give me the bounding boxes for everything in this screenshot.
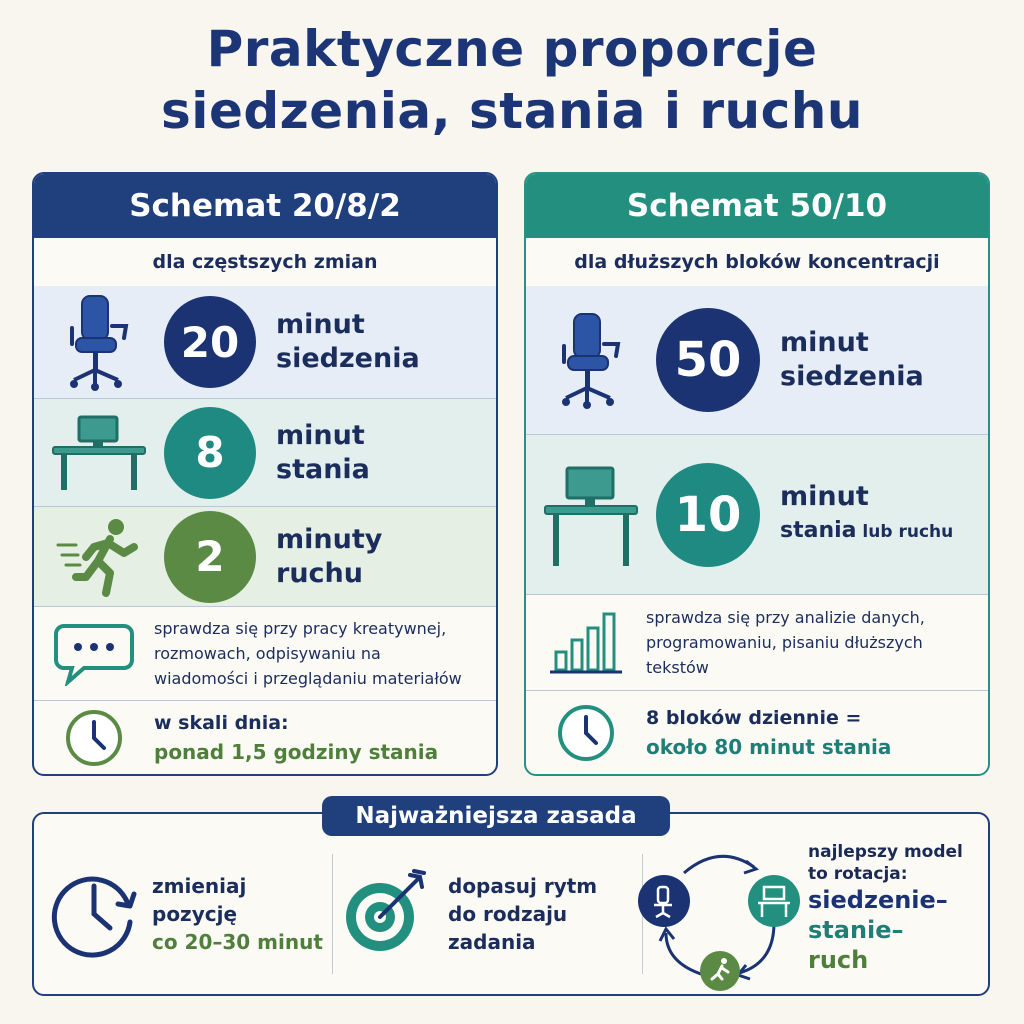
standing-desk-icon <box>34 413 164 493</box>
rotation-line2: to rotacja: <box>808 864 908 884</box>
key-rule-box <box>32 812 990 996</box>
office-chair-icon <box>34 292 164 392</box>
rotation-tip <box>634 820 984 996</box>
title-line-2: siedzenia, stania i ruchu <box>161 82 863 140</box>
sitting-label: minut siedzenia <box>276 309 420 374</box>
change-position-line2: co 20–30 minut <box>152 930 323 954</box>
daily-summary-label-50: 8 bloków dziennie = <box>646 706 862 729</box>
speech-bubble-icon <box>34 622 154 686</box>
bar-chart-icon <box>526 610 646 676</box>
daily-summary-label: w skali dnia: <box>154 711 289 734</box>
movement-minutes-number: 2 <box>164 511 256 603</box>
sitting-row <box>34 286 496 398</box>
scheme-20-8-2-header: Schemat 20/8/2 <box>34 174 496 238</box>
standing-desk-icon <box>526 460 656 570</box>
movement-row <box>34 506 496 606</box>
key-rule-tag: Najważniejsza zasada <box>322 796 670 836</box>
target-icon <box>340 867 430 961</box>
divider <box>332 854 333 974</box>
title-line-1: Praktyczne proporcje <box>206 20 818 78</box>
scheme-50-10-header: Schemat 50/10 <box>526 174 988 238</box>
standing-label: minut stania <box>276 419 370 485</box>
match-rhythm-line1: dopasuj rytm <box>448 874 598 898</box>
movement-label: minuty ruchu <box>276 523 383 589</box>
page-title <box>0 18 1024 142</box>
match-rhythm-tip <box>340 844 630 984</box>
office-chair-icon <box>526 310 656 410</box>
match-rhythm-line2: do rodzaju <box>448 902 568 926</box>
standing-row <box>34 398 496 506</box>
standing-minutes-number: 8 <box>164 407 256 499</box>
sitting-row-50 <box>526 286 988 434</box>
rotation-line1: najlepszy model <box>808 842 963 862</box>
running-person-icon <box>34 517 164 597</box>
clock-arrow-icon <box>48 864 144 964</box>
use-case-note <box>34 606 496 700</box>
daily-summary <box>34 700 496 774</box>
change-position-line1: zmieniaj pozycję <box>152 874 247 926</box>
use-case-text-50: sprawdza się przy analizie danych, programowaniu, pisaniu dłuższych tekstów <box>646 608 925 677</box>
scheme-50-10-subtitle: dla dłuższych bloków koncentracji <box>574 251 940 273</box>
clock-icon <box>526 703 646 763</box>
daily-summary-50 <box>526 690 988 774</box>
rotation-word-movement: ruch <box>808 946 869 974</box>
sitting-minutes-number-50: 50 <box>656 308 760 412</box>
use-case-text: sprawdza się przy pracy kreatywnej, rozmowach, odpisywaniu na wiadomości i przeglądaniu materiałów <box>154 619 462 688</box>
standing-label-10: minut stania lub ruchu <box>780 481 954 543</box>
sitting-label-50: minut siedzenia <box>780 327 924 392</box>
scheme-20-8-2-panel <box>32 172 498 776</box>
rotation-word-standing: stanie– <box>808 916 904 944</box>
match-rhythm-line3: zadania <box>448 930 536 954</box>
sitting-minutes-number: 20 <box>164 296 256 388</box>
standing-row-10 <box>526 434 988 594</box>
scheme-50-10-panel <box>524 172 990 776</box>
rotation-word-sitting: siedzenie– <box>808 886 948 914</box>
change-position-tip <box>48 844 338 984</box>
daily-summary-value: ponad 1,5 godziny stania <box>154 739 439 764</box>
daily-summary-value-50: około 80 minut stania <box>646 734 892 759</box>
scheme-20-8-2-subtitle: dla częstszych zmian <box>152 251 378 273</box>
standing-minutes-number-10: 10 <box>656 463 760 567</box>
clock-icon <box>34 708 154 768</box>
use-case-note-50 <box>526 594 988 690</box>
rotation-cycle-icon <box>634 823 804 993</box>
